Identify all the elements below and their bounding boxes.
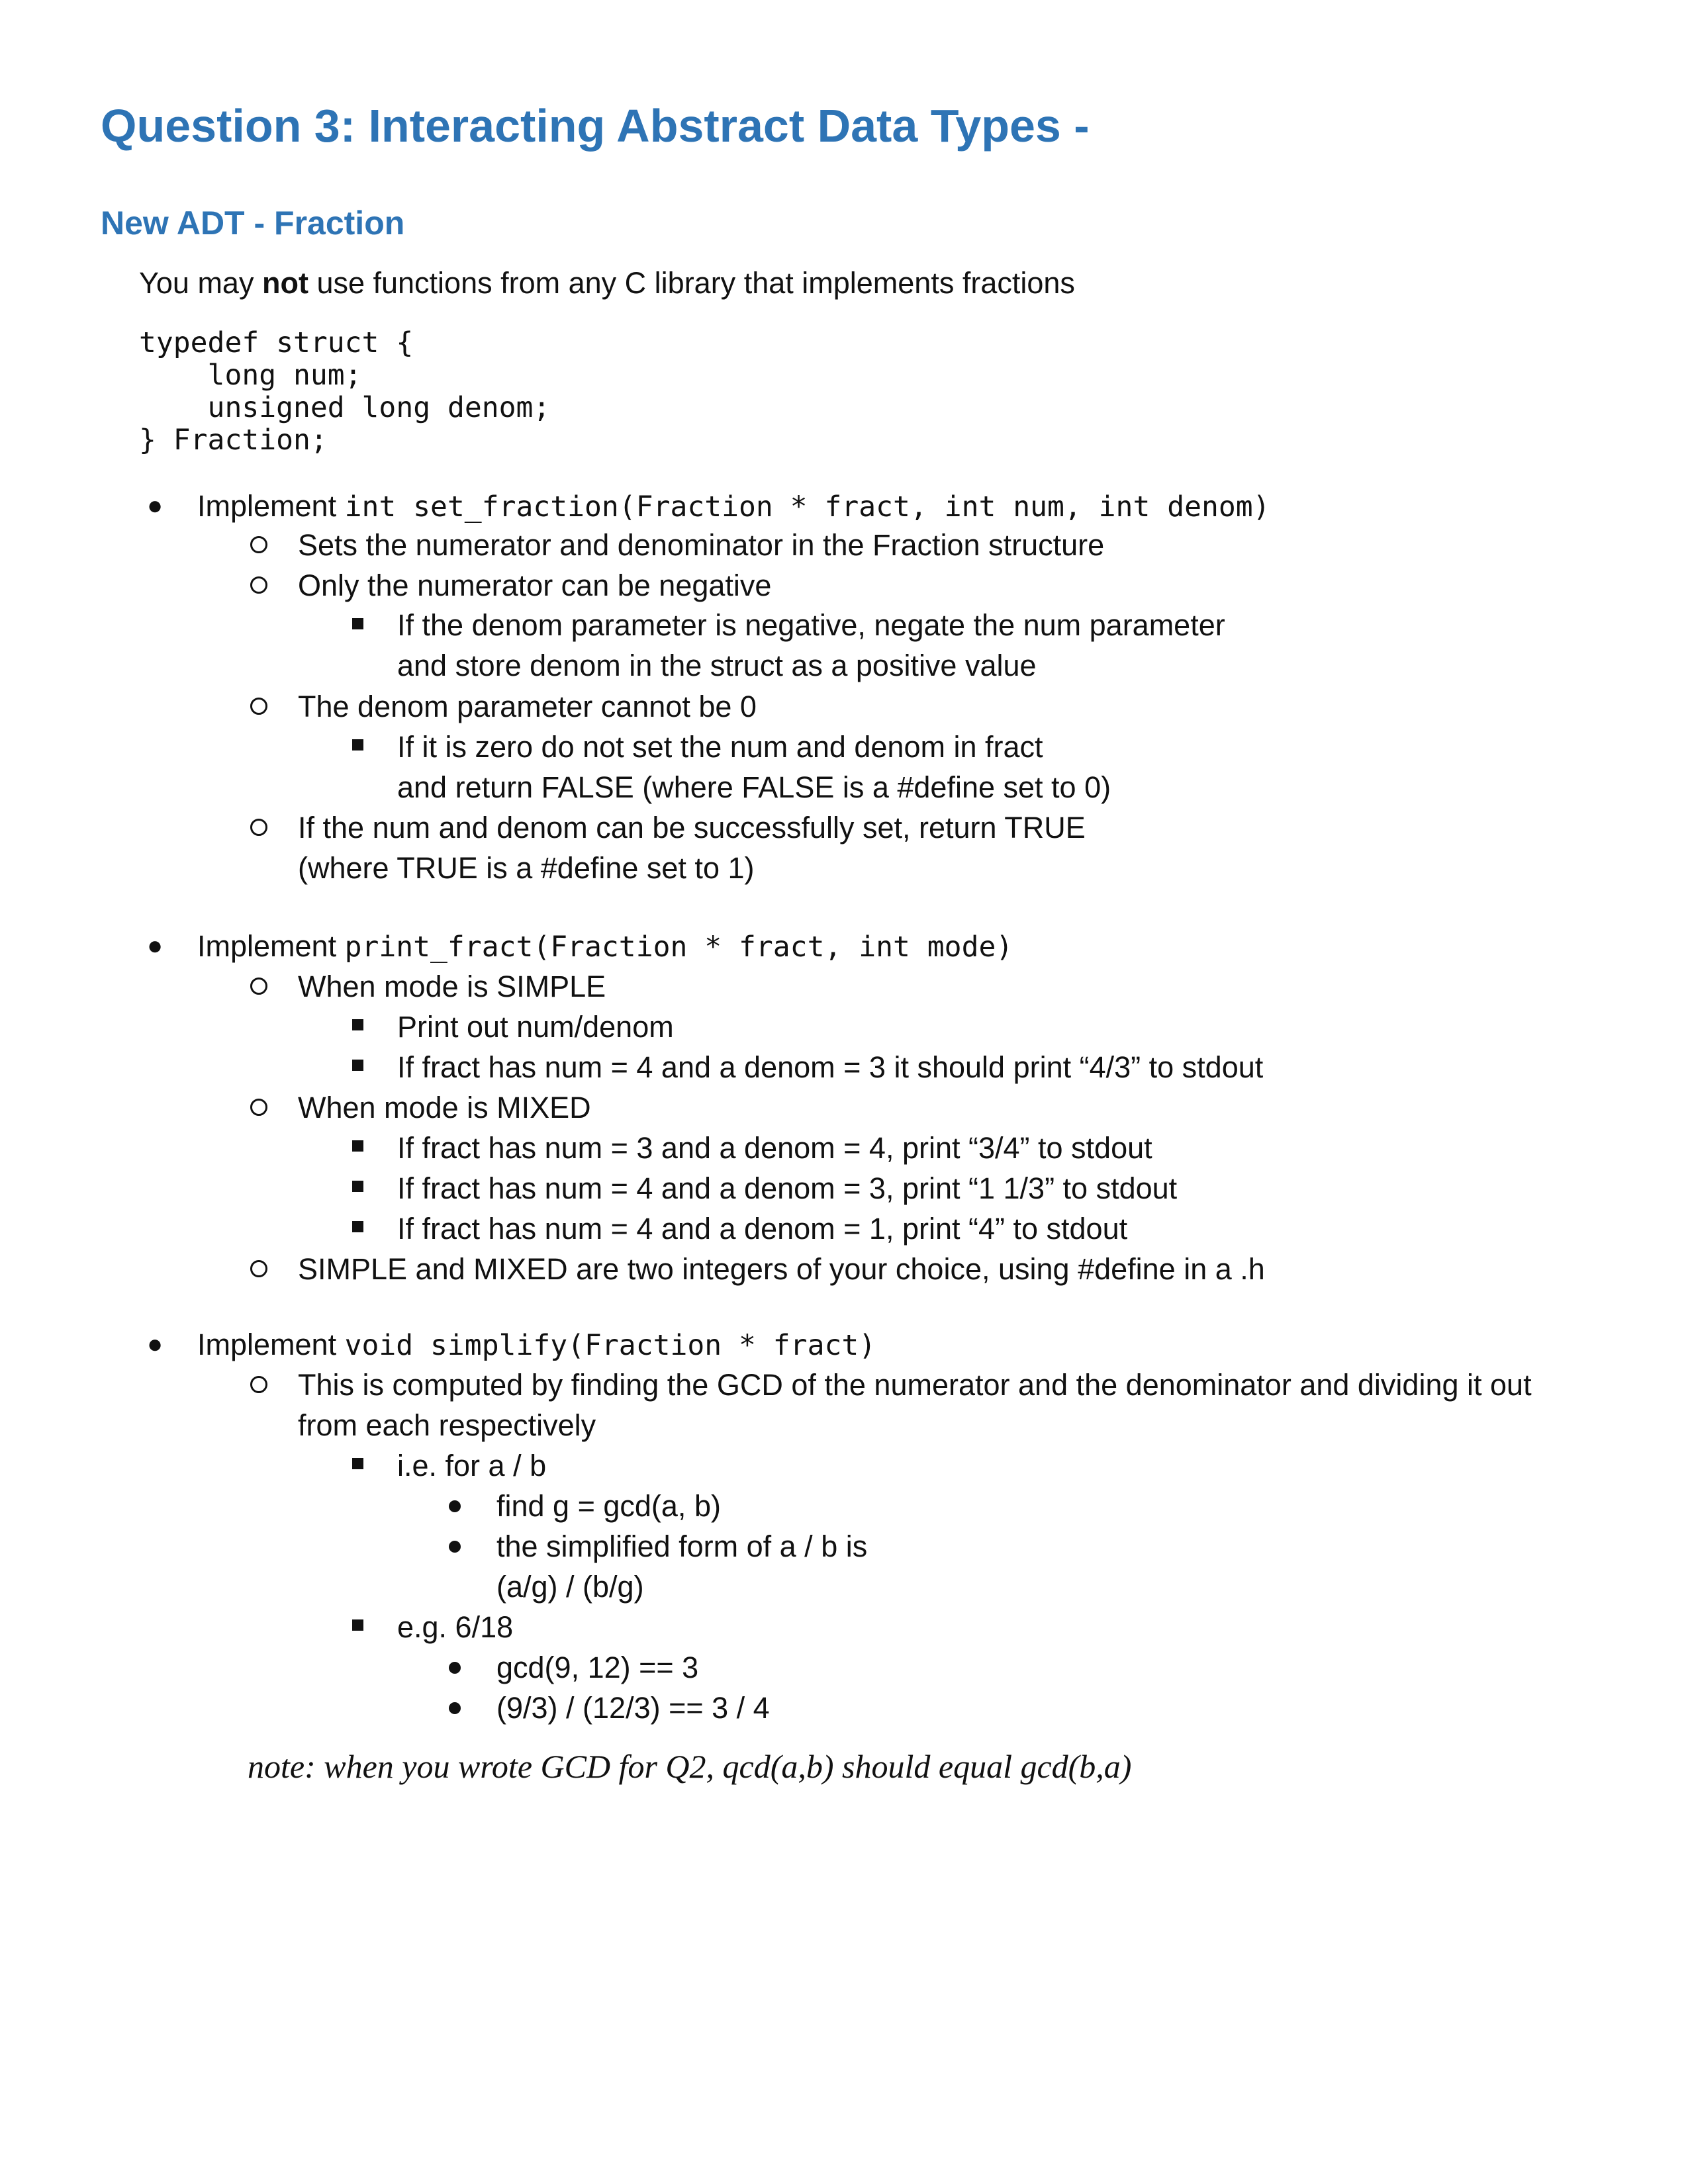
simplify-signature: void simplify(Fraction * fract) (344, 1329, 876, 1362)
intro-before: You may (139, 266, 262, 300)
dot-bullet-icon (449, 1541, 461, 1553)
code-line: } Fraction; (139, 424, 328, 457)
code-line: unsigned long denom; (139, 391, 551, 424)
list-item: If the denom parameter is negative, negate the num parameter (397, 608, 1225, 642)
dot-bullet-icon (449, 1702, 461, 1714)
code-line: typedef struct { (139, 326, 414, 359)
list-item-continuation: from each respectively (298, 1408, 596, 1442)
list-item: If fract has num = 4 and a denom = 3, print “1 1/3” to stdout (397, 1171, 1178, 1205)
square-bullet-icon (352, 739, 363, 751)
intro-after: use functions from any C library that implements fractions (308, 266, 1075, 300)
list-item: If fract has num = 4 and a denom = 3 it should print “4/3” to stdout (397, 1050, 1264, 1084)
list-item: the simplified form of a / b is (496, 1529, 868, 1563)
bullet-icon: ● (147, 1330, 164, 1359)
circle-bullet-icon (250, 978, 267, 995)
list-item: Print out num/denom (397, 1010, 674, 1044)
implement-label: Implement (197, 929, 345, 963)
list-item: This is computed by finding the GCD of the numerator and the denominator and dividing it out (298, 1368, 1532, 1402)
list-item: If fract has num = 3 and a denom = 4, print “3/4” to stdout (397, 1131, 1152, 1165)
set-fraction-signature: int set_fraction(Fraction * fract, int num, int denom) (344, 490, 1270, 523)
circle-bullet-icon (250, 698, 267, 715)
list-item: (9/3) / (12/3) == 3 / 4 (496, 1691, 770, 1725)
dot-bullet-icon (449, 1662, 461, 1674)
list-item-continuation: and return FALSE (where FALSE is a #define set to 0) (397, 770, 1111, 804)
list-item: i.e. for a / b (397, 1449, 547, 1482)
code-block (139, 327, 550, 457)
list-item: Only the numerator can be negative (298, 569, 772, 602)
square-bullet-icon (352, 618, 363, 629)
square-bullet-icon (352, 1458, 363, 1469)
list-item: If it is zero do not set the num and denom in fract (397, 730, 1043, 764)
circle-bullet-icon (250, 576, 267, 594)
list-item: The denom parameter cannot be 0 (298, 690, 757, 723)
bullet-icon: ● (147, 491, 164, 520)
square-bullet-icon (352, 1140, 363, 1152)
circle-bullet-icon (250, 1099, 267, 1116)
square-bullet-icon (352, 1019, 363, 1030)
list-item: If the num and denom can be successfully set, return TRUE (298, 811, 1086, 844)
list-item-continuation: (a/g) / (b/g) (496, 1570, 644, 1604)
list-item: SIMPLE and MIXED are two integers of your choice, using #define in a .h (298, 1252, 1265, 1286)
list-item: When mode is SIMPLE (298, 970, 606, 1003)
dot-bullet-icon (449, 1500, 461, 1512)
square-bullet-icon (352, 1619, 363, 1631)
square-bullet-icon (352, 1221, 363, 1232)
circle-bullet-icon (250, 1260, 267, 1277)
list-item-continuation: and store denom in the struct as a positive value (397, 649, 1037, 682)
footnote: note: when you wrote GCD for Q2, qcd(a,b) should equal gcd(b,a) (248, 1748, 1132, 1785)
print-fract-signature: print_fract(Fraction * fract, int mode) (344, 931, 1013, 964)
list-item: If fract has num = 4 and a denom = 1, print “4” to stdout (397, 1212, 1128, 1246)
bullet-icon: ● (147, 931, 164, 960)
list-item: e.g. 6/18 (397, 1610, 514, 1644)
code-line: long num; (139, 359, 362, 392)
list-item: When mode is MIXED (298, 1091, 591, 1124)
list-item-continuation: (where TRUE is a #define set to 1) (298, 851, 755, 885)
square-bullet-icon (352, 1181, 363, 1192)
list-item: find g = gcd(a, b) (496, 1489, 721, 1523)
square-bullet-icon (352, 1060, 363, 1071)
implement-label: Implement (197, 1328, 345, 1361)
list-item: gcd(9, 12) == 3 (496, 1651, 699, 1684)
list-item: Sets the numerator and denominator in the Fraction structure (298, 528, 1105, 562)
set-fraction-heading (197, 486, 1270, 527)
circle-bullet-icon (250, 819, 267, 836)
implement-label: Implement (197, 489, 345, 523)
print-fract-heading (197, 926, 1013, 968)
intro-text (139, 266, 1075, 300)
simplify-heading (197, 1324, 876, 1366)
circle-bullet-icon (250, 1376, 267, 1393)
page-title: Question 3: Interacting Abstract Data Types - (101, 100, 1090, 152)
circle-bullet-icon (250, 536, 267, 553)
intro-bold: not (261, 266, 308, 300)
section-heading: New ADT - Fraction (101, 205, 405, 242)
